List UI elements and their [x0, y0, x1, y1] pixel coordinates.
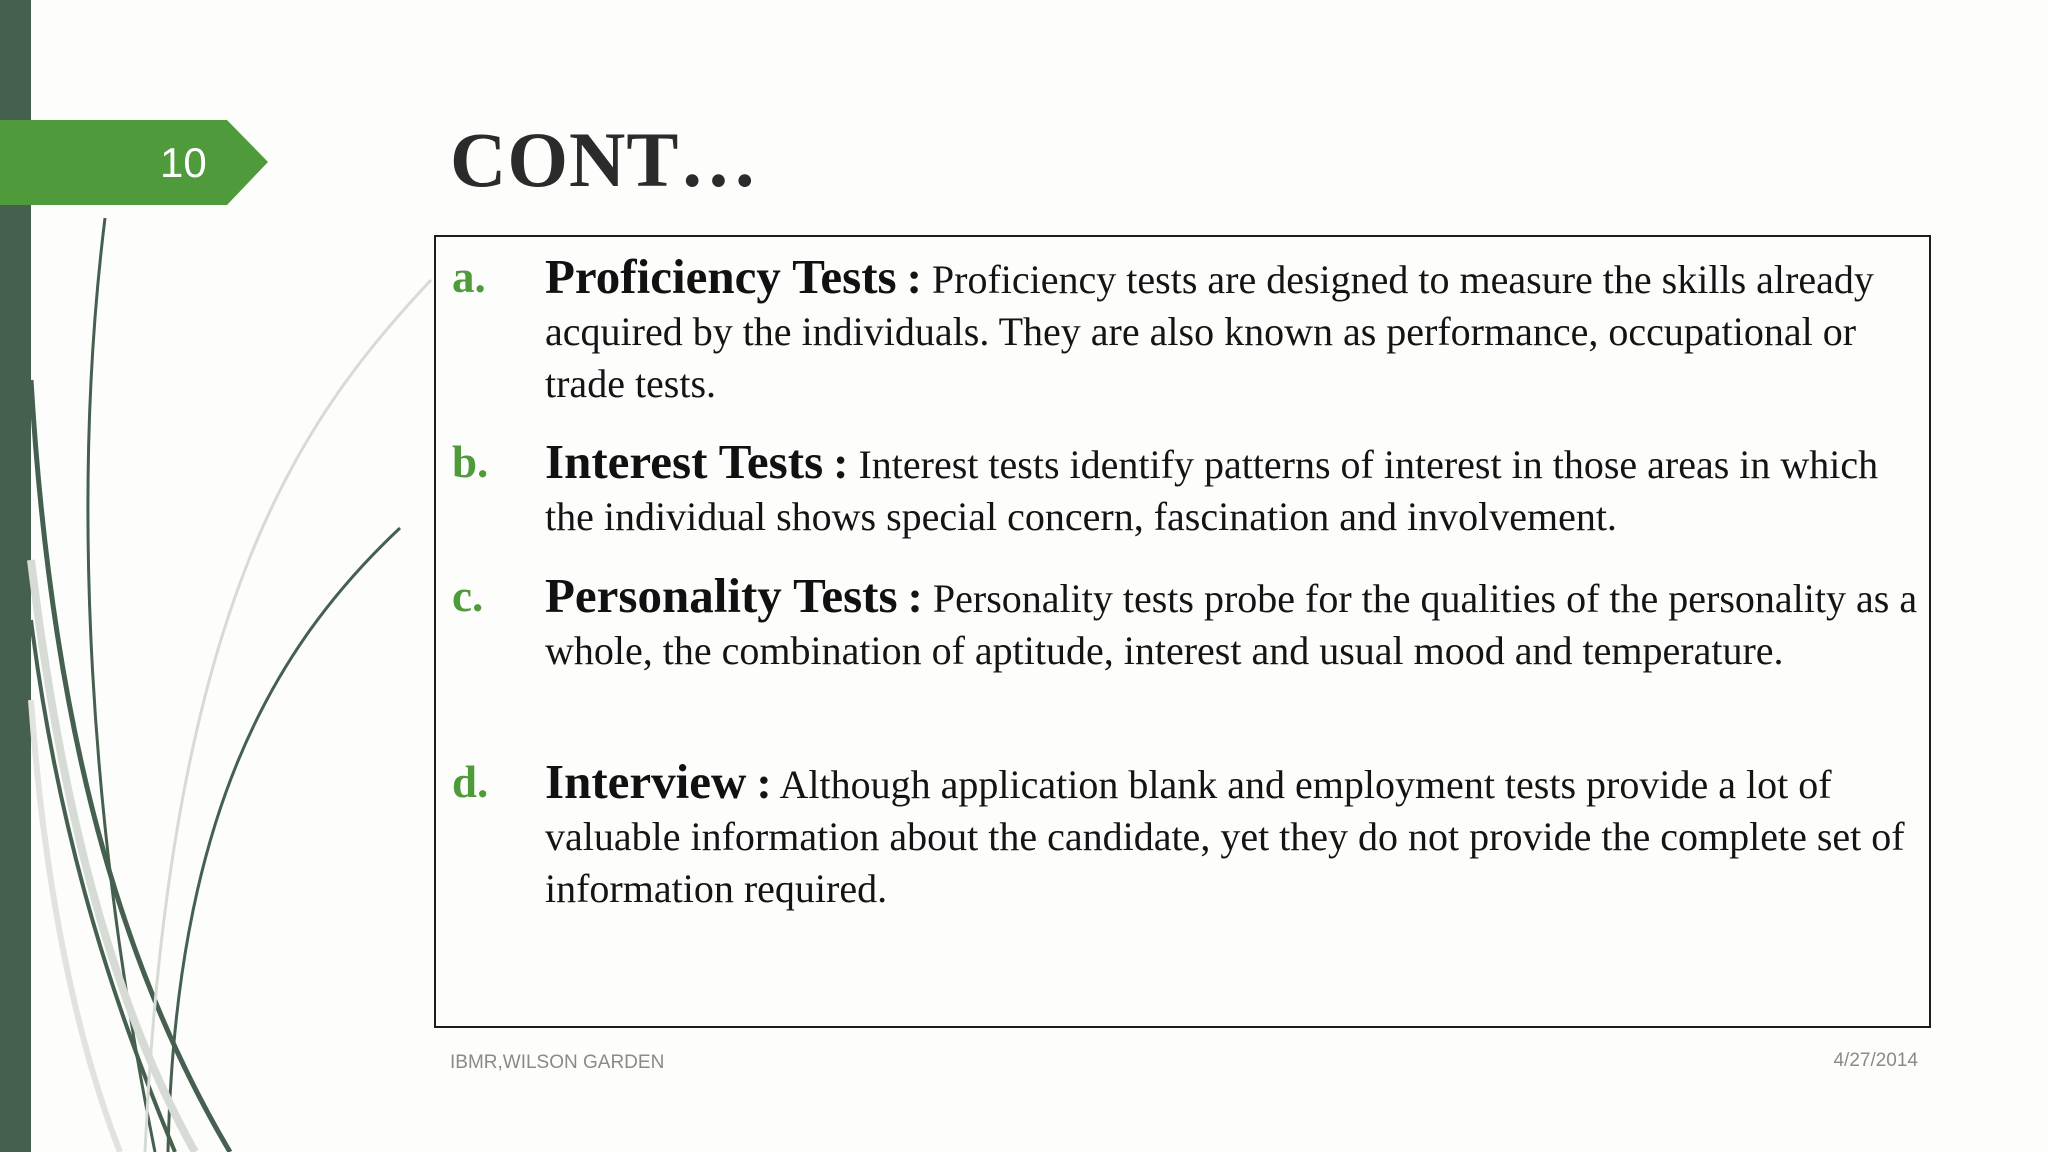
footer-organization: IBMR,WILSON GARDEN: [450, 1052, 665, 1073]
term-separator: :: [907, 571, 923, 622]
list-marker: d.: [452, 757, 489, 807]
list-item-body: [545, 251, 1920, 410]
list-item-body: [545, 436, 1920, 543]
term-description: Although application blank and employment tests provide a lot of valuable information about the candidate, yet they do not provide the complete set of information required.: [545, 762, 1905, 911]
term-description: Interest tests identify patterns of interest in those areas in which the individual shows special concern, fascination and involvement.: [545, 442, 1879, 539]
term-heading: Proficiency Tests: [545, 249, 897, 304]
slide-number: 10: [160, 139, 207, 186]
list-marker: b.: [452, 437, 489, 487]
list-marker: c.: [452, 571, 484, 621]
list-item-body: [545, 570, 1920, 677]
term-description: Personality tests probe for the qualities of the personality as a whole, the combination of aptitude, interest and usual mood and temperature.: [545, 576, 1918, 673]
list-marker: a.: [452, 252, 486, 302]
term-heading: Interest Tests: [545, 434, 824, 489]
term-description: Proficiency tests are designed to measure the skills already acquired by the individuals. They are also known as performance, occupational or trade tests.: [545, 257, 1874, 406]
term-separator: :: [833, 437, 849, 488]
term-separator: :: [756, 757, 772, 808]
slide-title: CONT…: [450, 116, 759, 203]
footer-date: 4/27/2014: [1833, 1050, 1918, 1071]
slide-number-tab: [0, 120, 268, 205]
list-item-body: [545, 756, 1920, 915]
term-heading: Interview: [545, 754, 747, 809]
term-heading: Personality Tests: [545, 568, 898, 623]
content-box: [434, 235, 1931, 1028]
term-separator: :: [906, 252, 922, 303]
